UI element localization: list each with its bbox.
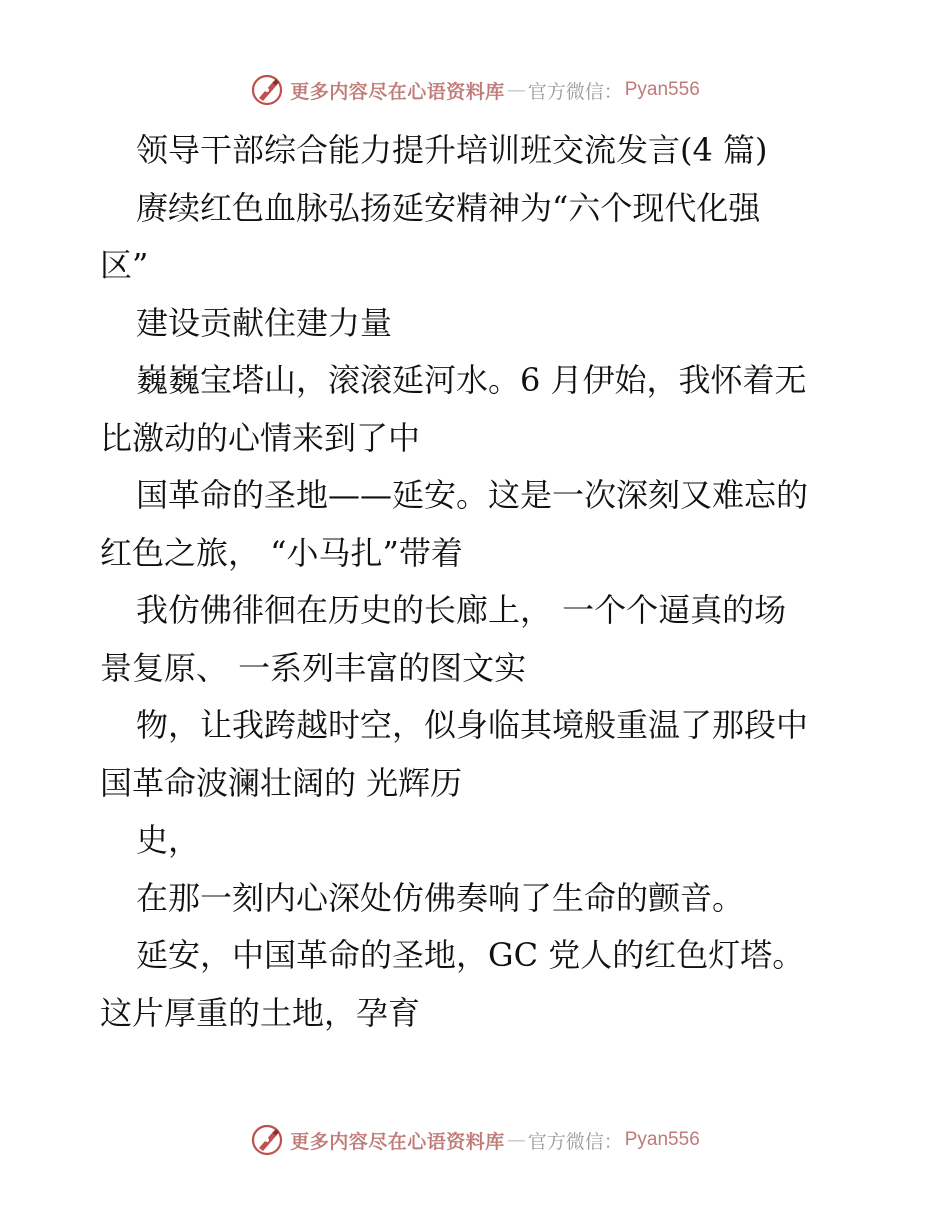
watermark-wechat-id: Pyan556 xyxy=(624,1129,700,1150)
footer-watermark xyxy=(0,1120,950,1160)
paragraph-line: 巍巍宝塔山，滚滚延河水。6 月伊始，我怀着无 xyxy=(136,361,807,399)
document-subtitle-line: 建设贡献住建力量 xyxy=(136,303,393,342)
pen-logo-icon xyxy=(250,1123,284,1157)
watermark-separator: — xyxy=(506,79,526,101)
paragraph-line: 这片厚重的土地，孕育 xyxy=(100,993,421,1032)
paragraph-line: 红色之旅， “小马扎”带着 xyxy=(100,533,463,572)
pen-logo-icon xyxy=(250,73,284,107)
paragraph-line: 在那一刻内心深处仿佛奏响了生命的颤音。 xyxy=(136,878,745,917)
document-subtitle-line: 区” xyxy=(100,246,149,284)
header-watermark xyxy=(0,70,950,110)
paragraph-line: 国革命的圣地——延安。这是一次深刻又难忘的 xyxy=(136,476,809,514)
paragraph-line: 我仿佛徘徊在历史的长廊上， 一个个逼真的场 xyxy=(136,591,787,629)
watermark-wechat-id: Pyan556 xyxy=(624,79,700,100)
paragraph-line: 延安，中国革命的圣地，GC 党人的红色灯塔。 xyxy=(136,936,805,974)
watermark-wechat-label: 官方微信： xyxy=(527,80,623,103)
paragraph-line: 物，让我跨越时空，似身临其境般重温了那段中 xyxy=(136,706,809,744)
document-body xyxy=(100,122,860,1042)
watermark-separator: — xyxy=(506,1129,526,1151)
paragraph-line: 景复原、 一系列丰富的图文实 xyxy=(100,648,527,687)
paragraph-line: 史， xyxy=(136,821,201,859)
paragraph-line: 国革命波澜壮阔的 光辉历 xyxy=(100,763,463,802)
watermark-site-text: 更多内容尽在心语资料库 xyxy=(290,80,505,103)
document-subtitle-line: 赓续红色血脉弘扬延安精神为“六个现代化强 xyxy=(136,188,761,227)
document-title: 领导干部综合能力提升培训班交流发言(4 篇) xyxy=(136,131,768,169)
watermark-wechat-label: 官方微信： xyxy=(527,1130,623,1153)
paragraph-line: 比激动的心情来到了中 xyxy=(100,418,421,457)
watermark-site-text: 更多内容尽在心语资料库 xyxy=(290,1130,505,1153)
